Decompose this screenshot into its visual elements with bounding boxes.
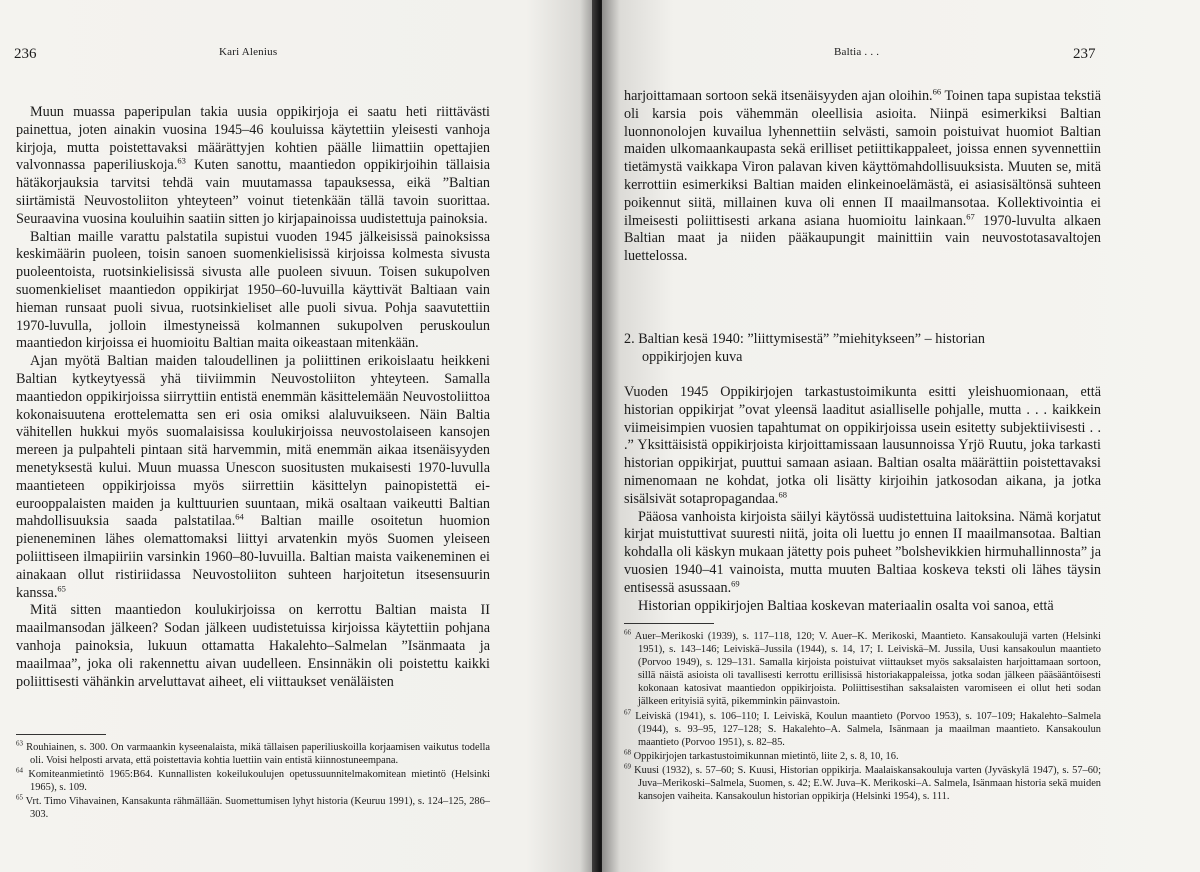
page-number-right: 237 bbox=[1073, 46, 1096, 62]
footnote-text: Oppikirjojen tarkastustoimikunnan mietintö, liite 2, s. 8, 10, 16. bbox=[633, 750, 899, 762]
footnote-text: Auer–Merikoski (1939), s. 117–118, 120; V. Auer–K. Merikoski, Maantieto. Kansakoulujä varten (Helsinki 1951), s. 143–146; Leiviskä–Jussila (1944), s. 14, 17; I. Leiviskä–M. Jussila, Uusi kansakoulun maantieto (Porvoo 1949), s. 129–131. Samalla kirjoista poistuivat viittaukset myös saksalaisten harjoittamaan sortoon, sillä näistä asioista oli tavallisesti kerrottu erillisissä historiakappaleissa, jotka sodan jälkeen pääsääntöisesti kokonaan katosivat maantiedon oppikirjoista. Poliittisestihan saksalaisten varomiseen ei ollut heti sodan jälkeen erityisiä syitä, pikemminkin päinvastoin. bbox=[634, 631, 1101, 708]
footnote bbox=[624, 750, 1101, 763]
footnote-number: 65 bbox=[16, 793, 23, 802]
footnote-text: Komiteanmietintö 1965:B64. Kunnallisten kokeilukoulujen opetussuunnitelmakomitean mietintö (Helsinki 1965), s. 109. bbox=[28, 769, 490, 794]
footnote-reference: 63 bbox=[177, 155, 186, 166]
body-paragraph bbox=[16, 353, 490, 602]
footnote-divider-right bbox=[624, 623, 714, 624]
footnote-text: Vrt. Timo Vihavainen, Kansakunta rähmällään. Suomettumisen lyhyt historia (Keuruu 1991), s. 124–125, 286– 303. bbox=[25, 796, 490, 821]
left-page bbox=[0, 0, 598, 872]
footnote bbox=[624, 630, 1101, 709]
footnote-divider-left bbox=[16, 734, 106, 735]
body-paragraph bbox=[624, 384, 1101, 509]
footnote-reference: 65 bbox=[57, 582, 66, 593]
footnote bbox=[16, 795, 490, 821]
body-paragraph bbox=[16, 104, 490, 229]
section-heading-line1: 2. Baltian kesä 1940: ”liittymisestä” ”miehitykseen” – historian bbox=[624, 331, 985, 347]
footnote-number: 69 bbox=[624, 762, 631, 771]
footnote bbox=[624, 764, 1101, 803]
paragraph-text: Baltian maille varattu palstatila supistui vuoden 1945 jälkeisissä painoksissa keskimäärin puoleen, toisin sanoen suomenkielisissä kirjoissa kolmesta sivusta puoleentoista, ruotsinkielisissä sivusta alle puoleen sivuun. Toisen sukupolven suomenkieliset maantiedon oppikirjat 1950–60-luvuilla käyttivät Baltiaan vain hieman runsaat puoli sivua, ruotsinkieliset alle puoli sivua. Pohja saavutettiin 1970-luvulla, jolloin ilmestyneissä kolmannen sukupolven peruskoulun maantiedon kirjoissa ei huomioitu Baltian maita oikeastaan mitenkään. bbox=[16, 228, 490, 352]
paragraph-text: Baltian maille osoitetun huomion pieneneminen lähes olemattomaksi liittyi arvatenkin myös Suomen yleiseen poliittiseen ilmapiiriin varsinkin 1960–80-luvuilla. Baltian maista vaikeneminen ei ainakaan ollut ristiriidassa Neuvostoliiton suhteen harjoitetun itsesensuurin kanssa. bbox=[16, 513, 490, 601]
paragraph-text: harjoittamaan sortoon sekä itsenäisyyden ajan oloihin. bbox=[624, 88, 933, 104]
paragraph-text: Historian oppikirjojen Baltiaa koskevan materiaalin osalta voi sanoa, että bbox=[638, 597, 1054, 614]
footnote-number: 68 bbox=[624, 748, 631, 757]
footnote-number: 67 bbox=[624, 708, 631, 717]
footnote bbox=[624, 710, 1101, 749]
footnote-number: 64 bbox=[16, 766, 23, 775]
left-body-text bbox=[16, 104, 490, 691]
running-head-left: Kari Alenius bbox=[219, 46, 278, 58]
body-paragraph bbox=[624, 598, 1101, 616]
body-paragraph bbox=[16, 229, 490, 354]
footnote-reference: 66 bbox=[932, 86, 942, 97]
running-head-right: Baltia . . . bbox=[834, 46, 880, 58]
footnote-reference: 69 bbox=[731, 578, 740, 589]
footnote-text: Leiviskä (1941), s. 106–110; I. Leiviskä, Koulun maantieto (Porvoo 1953), s. 107–109; Hakalehto–Salmela (1944), s. 93–95, 127–128; S. Hakalehto–A. Salmela, Isänmaan ja maailman maantieto. Kansakoulun maantieto (Porvoo 1951), s. 82–85. bbox=[635, 710, 1101, 748]
footnote-reference: 64 bbox=[235, 511, 244, 522]
footnote-number: 63 bbox=[16, 739, 23, 748]
footnote-reference: 67 bbox=[966, 210, 975, 221]
body-paragraph bbox=[624, 509, 1101, 598]
footnote bbox=[16, 768, 490, 794]
section-heading-line2: oppikirjojen kuva bbox=[642, 348, 743, 365]
paragraph-text: Ajan myötä Baltian maiden taloudellinen ja poliittinen erikoislaatu heikkeni Baltian kytkeytyessä yhä tiiviimmin Neuvostoliiton yhteyteen. Samalla maantiedon oppikirjoissa siirryttiin entistä enemmän käsittelemään Neuvostoliittoa kokonaisuutena erottelematta sen eri osia omiksi alaluvuikseen. Näin Baltia vähitellen hukkui myös suomalaisissa koulukirjoissa neuvostolaiseen kansojen mereen ja pulpahteli pintaan sitä harvemmin, mitä enemmän aikaa itsenäisyyden menetyksestä kului. Muun muassa Unescon suositusten mukaisesti 1970-luvulla maantieteen oppikirjoissa myös siirrettiin käsittelyn painopistettä ei-eurooppalaisten maiden ja kulttuurien suuntaan, mikä osaltaan vaikeutti Baltian mahdollisuuksia saada palstatilaa. bbox=[16, 353, 490, 530]
footnote bbox=[16, 741, 490, 767]
paragraph-text: Pääosa vanhoista kirjoista säilyi käytössä uudistettuina laitoksina. Nämä korjatut kirjat muistuttivat suuresti niitä, joita oli luettu jo ennen II maailmansotaa. Baltian kohdalla oli käskyn mukaan jätetty pois puheet ”bolshevikkien hirmuhallinnosta” ja vuosien 1940–41 vainoista, mutta muuten Baltiaa koskeva teksti oli lähes täysin entisessä asussaan. bbox=[624, 508, 1101, 596]
body-paragraph bbox=[624, 88, 1101, 266]
body-paragraph bbox=[16, 602, 490, 691]
paragraph-text: Mitä sitten maantiedon koulukirjoissa on kerrottu Baltian maista II maailmansodan jälkeen? Sodan jälkeen uudistetuissa kirjoissa käytettiin pohjana vanhoja painoksia, lukuun ottamatta Hakalehto–Salmelan ”Isänmaata ja maailmaa”, joka oli rakennettu aivan uudelleen. Ensinnäkin oli poistettu kaikki poliittisesti vähänkin arveluttavat aiheet, eli viittaukset venäläisten bbox=[16, 602, 490, 690]
right-footnotes bbox=[624, 630, 1101, 804]
footnote-number: 66 bbox=[624, 628, 631, 637]
right-body-text-bottom bbox=[624, 384, 1101, 615]
paragraph-text: 1970-luvulta alkaen Baltian maat ja niiden pääkaupungit mainittiin vain neuvostotasavaltojen luettelossa. bbox=[624, 212, 1101, 265]
paragraph-text: Vuoden 1945 Oppikirjojen tarkastustoimikunta esitti yleishuomionaan, että historian oppikirjat ”ovat yleensä laaditut asialliselle pohjalle, mutta . . . kaikkein viimeisimpien vuosien tapahtumat on oppikirjoissa usein esitetty subjektiivisesti . . .” Yksittäisistä oppikirjoista kirjoittamissaan lausunnoissa Yrjö Ruutu, joka tarkasti historian oppikirjat, puuttui samaan asiaan. Baltian osalta määrättiin poistettavaksi nimenomaan ne kohdat, jotka oli lisätty kirjoihin jatkosodan aikana, ja jotka sisälsivät sotapropagandaa. bbox=[624, 384, 1101, 507]
section-heading bbox=[624, 331, 1101, 367]
footnote-text: Kuusi (1932), s. 57–60; S. Kuusi, Historian oppikirja. Maalaiskansakouluja varten (Jyväskylä 1947), s. 57–60; Juva–Merikoski–Salmela, Suomen, s. 42; E.W. Juva–K. Merikoski–A. Salmela, Isänmaan historia sekä muiden kansojen vaiheita. Kansakoulun historian oppikirja (Helsinki 1954), s. 111. bbox=[634, 764, 1101, 803]
page-number-left: 236 bbox=[14, 46, 37, 62]
right-body-text-top bbox=[624, 88, 1101, 266]
footnote-reference: 68 bbox=[778, 489, 787, 500]
footnote-text: Rouhiainen, s. 300. On varmaankin kyseenalaista, mikä tällaisen paperiliuskoilla korjaamisen vaikutus todella oli. Voisi helposti arvata, että poistettavia kohtia luettiin vain entistä kiinnostuneempana. bbox=[26, 742, 490, 767]
left-footnotes bbox=[16, 741, 490, 823]
paragraph-text: Kuten sanottu, maantiedon oppikirjoihin tällaisia hätäkorjauksia tarvitsi tehdä vain muutamassa tapauksessa, eikä ”Baltian siirtämistä Neuvostoliiton yhteyteen” voinut tietenkään tällä tavoin suorittaa. Seuraavina vuosina kouluihin saatiin sitten jo kirjapainoissa uudistettuja painoksia. bbox=[16, 157, 490, 227]
paragraph-text: Toinen tapa supistaa tekstiä oli karsia pois vähemmän oleellisia asioita. Niinpä esimerkiksi Baltian luonnonolojen kuvailua lyhennettiin selvästi, samoin poistuivat huomiot Baltian maiden ulkomaankaupasta sekä erilliset petiittikappaleet, joissa ennen syvennettiin tietämystä vaikkapa Viron palavan kiven käyttömahdollisuuksista. Muuten se, mitä kerrottiin esimerkiksi Baltian maiden elinkeinoelämästä, ei asiasisältönsä suhteen poikennut siitä, millainen kuva oli ennen II maailmansotaa. Kollektivointia ei ilmeisesti poliittisesti arkana asiana huomioitu lainkaan. bbox=[624, 88, 1102, 229]
paragraph-text: Muun muassa paperipulan takia uusia oppikirjoja ei saatu heti riittävästi painettua, joten ainakin vuosina 1945–46 kouluissa käytettiin yleisesti vanhoja kirjoja, mutta poistettavaksi määrättyjen kohtien päälle liimattiin opettajien valvonnassa paperiliuskoja. bbox=[16, 104, 490, 174]
right-page bbox=[602, 0, 1200, 872]
